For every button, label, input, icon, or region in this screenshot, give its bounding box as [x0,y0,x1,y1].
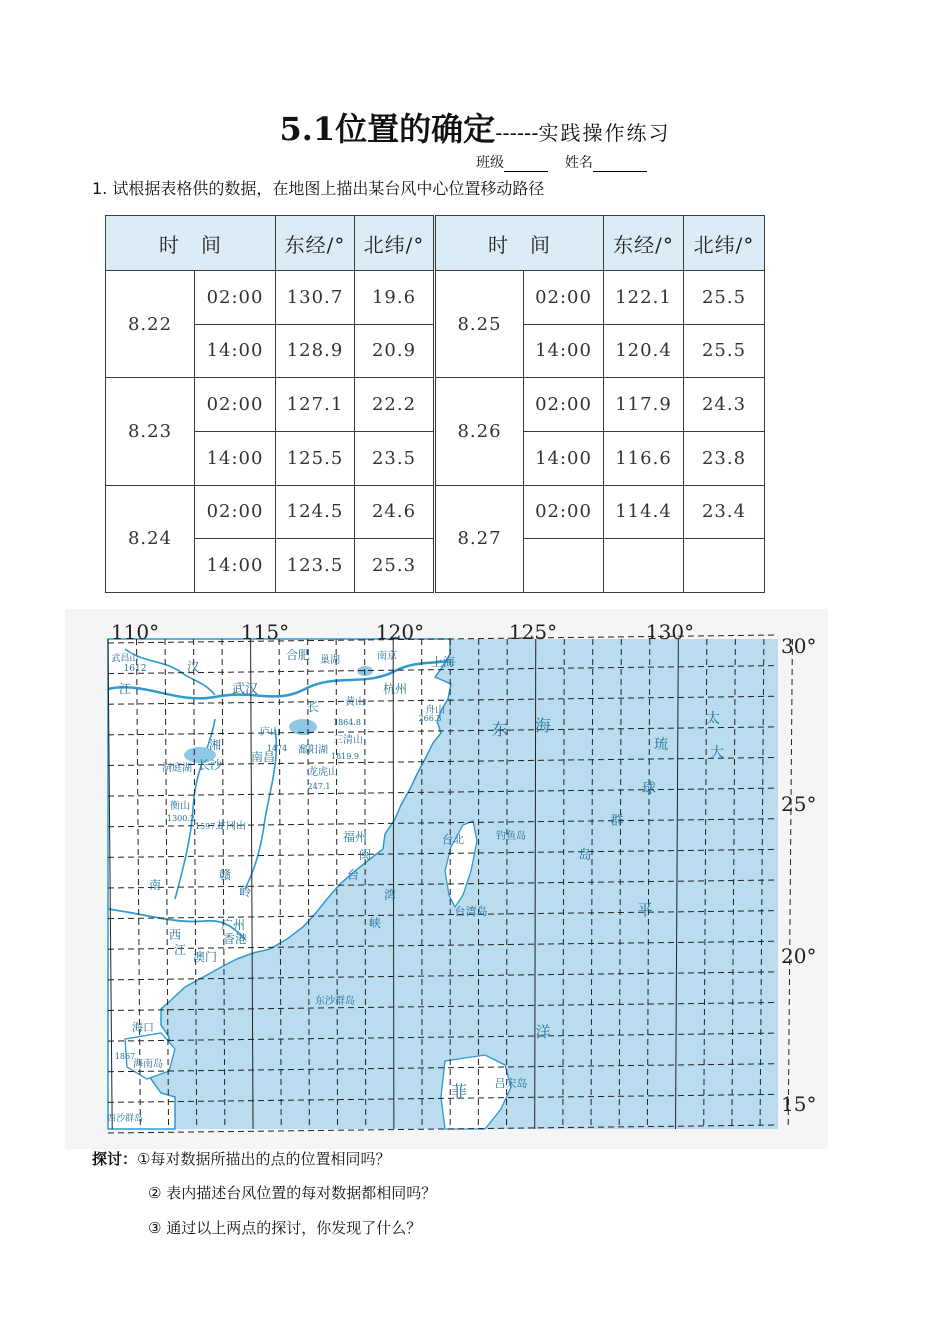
place-label: 广州 [220,918,246,932]
place-label: 1864.8 [333,718,361,727]
place-label: 三清山 [333,735,363,746]
latitude-cell: 25.5 [684,271,765,325]
place-label: 海 [534,716,552,735]
latitude-cell: 24.6 [355,485,435,539]
place-label: 庐山 [260,727,280,738]
place-label: 266.3 [418,714,442,723]
title-dash: ------ [495,121,539,145]
discussion-q3: ③ 通过以上两点的探讨，你发现了什么？ [148,1219,422,1237]
longitude-cell: 116.6 [604,431,684,485]
place-label: 洋 [535,1023,551,1041]
class-name-line [476,152,647,172]
place-label: 巢湖 [320,655,340,666]
table-row [106,485,765,539]
place-label: 湾 [383,888,397,902]
place-label: 武昌山 [111,654,139,664]
date-cell: 8.24 [106,485,195,592]
longitude-label: 115° [240,620,290,644]
place-label: 岭 [238,885,252,899]
place-label: 长沙 [197,758,223,772]
place-label: 菲 [450,1082,468,1101]
time-cell: 02:00 [195,378,276,432]
meridian-line [788,639,792,1129]
time-cell: 02:00 [195,485,276,539]
place-label: 武汉 [231,682,259,697]
longitude-label: 110° [110,620,160,644]
place-label: 上海 [430,655,456,669]
longitude-label: 120° [375,620,425,644]
longitude-cell: 117.9 [604,378,684,432]
header-time-right: 时 间 [435,216,604,271]
page-title [0,104,950,150]
place-label: 钓鱼岛 [496,831,526,842]
class-blank[interactable] [504,157,548,172]
header-lon-left: 东经/° [276,216,355,271]
longitude-label: 130° [645,620,695,644]
place-label: 长 [306,700,320,714]
place-label: 1474 [266,744,288,753]
title-main: 5.1位置的确定 [279,110,496,148]
date-cell: 8.23 [106,378,195,485]
place-label: 平 [637,901,653,919]
table-row [106,271,765,325]
place-label: 舟山 [425,705,445,716]
place-label: 赣 [218,868,232,882]
place-label: 香港 [222,932,248,946]
time-cell: 14:00 [195,324,276,378]
place-label: 黄山 [345,697,365,708]
place-label: 1612 [123,664,147,674]
map-panel [65,609,828,1149]
name-blank[interactable] [593,157,647,172]
place-label: 闽 [358,848,372,862]
discussion-q2: ② 表内描述台风位置的每对数据都相同吗？ [148,1184,437,1202]
date-cell: 8.22 [106,271,195,378]
latitude-cell [684,539,765,593]
longitude-cell: 122.1 [604,271,684,325]
question-1: 1. 试根据表格供的数据，在地图上描出某台风中心位置移动路径 [92,179,545,198]
place-label: 大 [710,745,724,761]
typhoon-data-table [105,215,764,593]
latitude-label: 25° [781,792,817,816]
meridian-line [393,639,394,1129]
date-cell: 8.27 [435,485,524,592]
latitude-cell: 23.4 [684,485,765,539]
header-lon-right: 东经/° [604,216,684,271]
latitude-cell: 23.8 [684,431,765,485]
place-label: 合肥 [285,648,311,662]
place-label: 湘 [208,738,222,752]
time-cell: 02:00 [524,378,604,432]
place-label: 洞庭湖 [162,763,192,774]
place-label: 南昌 [250,750,276,764]
place-label: 吕宋岛 [494,1077,528,1090]
place-label: 247.1 [307,782,331,791]
name-label: 姓名 [564,155,593,171]
latitude-cell: 20.9 [355,324,435,378]
place-label: 1300.2 [167,814,195,823]
table-row [106,378,765,432]
place-label: 西沙群岛 [106,1114,144,1124]
place-label: 太 [706,711,720,727]
time-cell: 14:00 [524,324,604,378]
time-cell: 02:00 [524,271,604,325]
longitude-cell: 123.5 [276,539,355,593]
title-sub: 实践操作练习 [538,121,671,145]
time-cell: 02:00 [195,271,276,325]
place-label: 衡山 [170,801,190,812]
latitude-cell: 25.5 [684,324,765,378]
place-label: 西 [168,928,182,942]
time-cell [524,539,604,593]
latitude-label: 20° [781,944,817,968]
place-label: 澳门 [192,950,218,964]
place-label: 东 [491,720,509,739]
longitude-cell: 124.5 [276,485,355,539]
time-cell: 14:00 [195,539,276,593]
place-label: 东沙群岛 [315,996,355,1007]
place-label: 龙虎山 [308,767,338,778]
place-label: 海口 [132,1021,154,1034]
header-lat-right: 北纬/° [684,216,765,271]
place-label: 福州 [342,830,368,844]
place-label: 峡 [368,916,382,930]
longitude-cell: 125.5 [276,431,355,485]
class-label: 班级 [476,155,504,171]
latitude-cell: 19.6 [355,271,435,325]
longitude-cell [604,539,684,593]
discussion-q1 [92,1148,390,1169]
header-lat-left: 北纬/° [355,216,435,271]
longitude-label: 125° [508,620,558,644]
place-label: 球 [642,781,656,797]
latitude-cell: 25.3 [355,539,435,593]
header-time-left: 时 间 [106,216,276,271]
time-cell: 02:00 [524,485,604,539]
longitude-cell: 128.9 [276,324,355,378]
place-label: 群 [610,814,624,829]
place-label: 海南岛 [133,1059,163,1070]
place-label: 汉 [186,660,200,674]
longitude-cell: 114.4 [604,485,684,539]
place-label: 台 [346,868,360,882]
place-label: 1867 [114,1052,136,1061]
place-label: 南 [148,878,162,892]
latitude-label: 30° [781,634,817,658]
place-label: 南京 [377,651,397,662]
place-label: 1819.9 [331,752,359,761]
latitude-cell: 24.3 [684,378,765,432]
date-cell: 8.26 [435,378,524,485]
discussion-q1-text: ①每对数据所描出的点的位置相同吗？ [137,1150,391,1168]
place-label: 岛 [578,848,592,863]
time-cell: 14:00 [524,431,604,485]
place-label: 江 [118,682,132,696]
longitude-cell: 127.1 [276,378,355,432]
time-cell: 14:00 [195,431,276,485]
table-header-row [106,216,765,271]
longitude-cell: 130.7 [276,271,355,325]
place-label: 琉 [654,737,668,753]
typhoon-map [65,609,828,1149]
place-label: 1597.6 [195,822,223,831]
place-label: 台北 [442,833,464,846]
place-label: 台湾岛 [454,905,488,918]
place-label: 鄱阳湖 [298,745,328,756]
latitude-cell: 23.5 [355,431,435,485]
place-label: 杭州 [382,682,408,696]
latitude-label: 15° [781,1092,817,1116]
place-label: 井冈山 [216,821,246,832]
discussion-label: 探讨： [92,1150,138,1168]
place-label: 江 [173,943,187,957]
date-cell: 8.25 [435,271,524,378]
longitude-cell: 120.4 [604,324,684,378]
latitude-cell: 22.2 [355,378,435,432]
